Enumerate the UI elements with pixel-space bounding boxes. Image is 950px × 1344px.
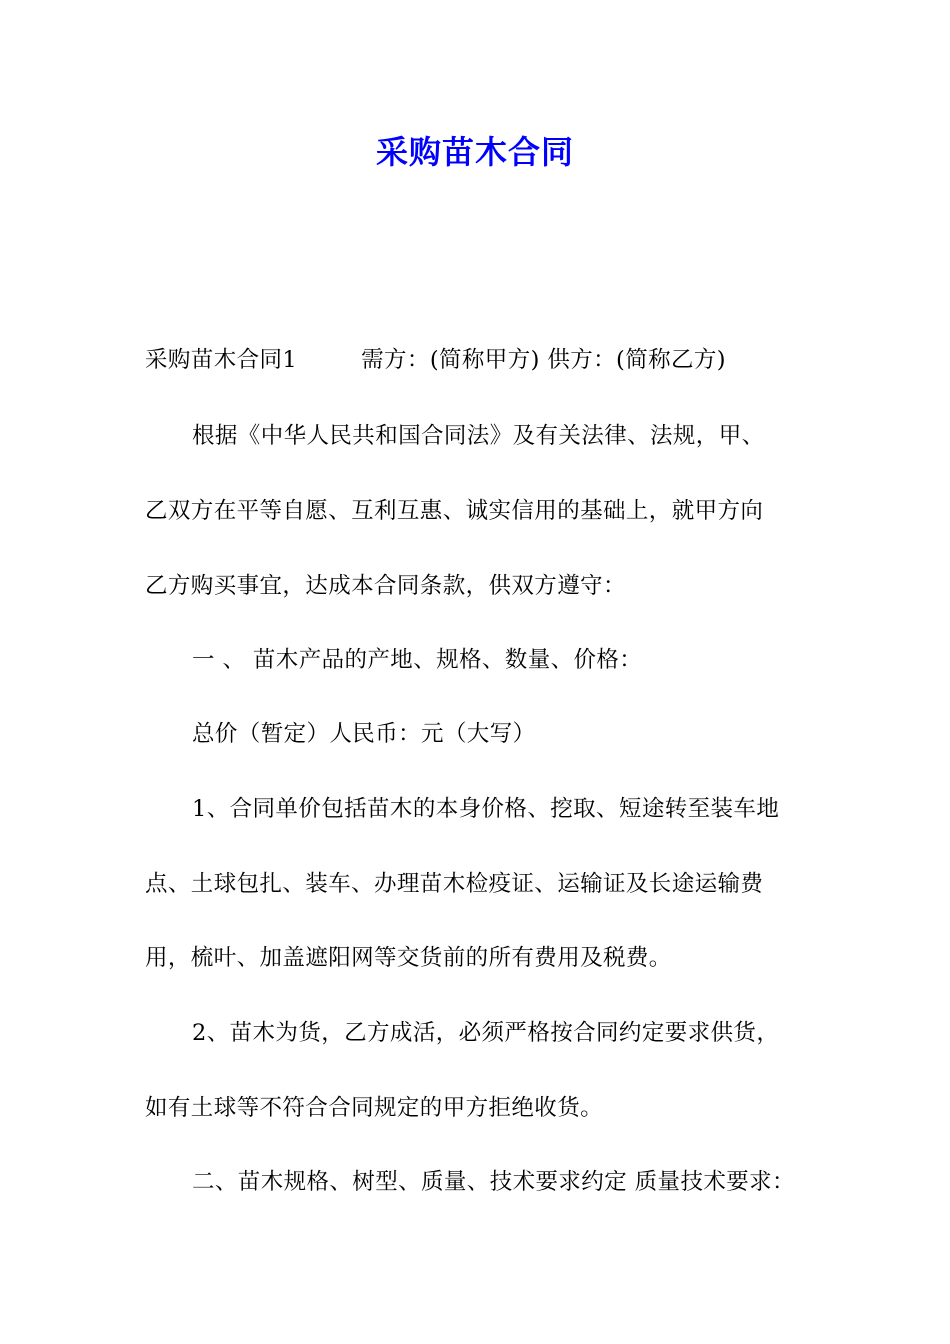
paragraph-line: 总价（暂定）人民币：元（大写） (192, 721, 536, 747)
page-title: 采购苗木合同 (375, 133, 574, 171)
paragraph-line: 乙方购买事宜，达成本合同条款，供双方遵守： (145, 573, 626, 599)
paragraph-line: 1、合同单价包括苗木的本身价格、挖取、短途转至装车地 (192, 796, 780, 822)
section-heading: 一 、 苗木产品的产地、规格、数量、价格： (192, 647, 643, 673)
paragraph-line: 根据《中华人民共和国合同法》及有关法律、法规，甲、 (192, 423, 765, 449)
paragraph-line: 点、土球包扎、装车、办理苗木检疫证、运输证及长途运输费 (145, 871, 764, 897)
paragraph-line: 乙双方在平等自愿、互利互惠、诚实信用的基础上，就甲方向 (145, 498, 764, 524)
paragraph-line: 2、苗木为货，乙方成活，必须严格按合同约定要求供货， (192, 1020, 780, 1046)
parties-text: 需方：(简称甲方) 供方：(简称乙方) (361, 347, 726, 373)
paragraph-line: 用，梳叶、加盖遮阳网等交货前的所有费用及税费。 (145, 945, 672, 971)
section-heading: 二、苗木规格、树型、质量、技术要求约定 质量技术要求： (192, 1169, 795, 1195)
contract-label: 采购苗木合同1 (145, 347, 298, 373)
contract-header-line (145, 342, 825, 378)
paragraph-line: 如有土球等不符合合同规定的甲方拒绝收货。 (145, 1095, 604, 1121)
